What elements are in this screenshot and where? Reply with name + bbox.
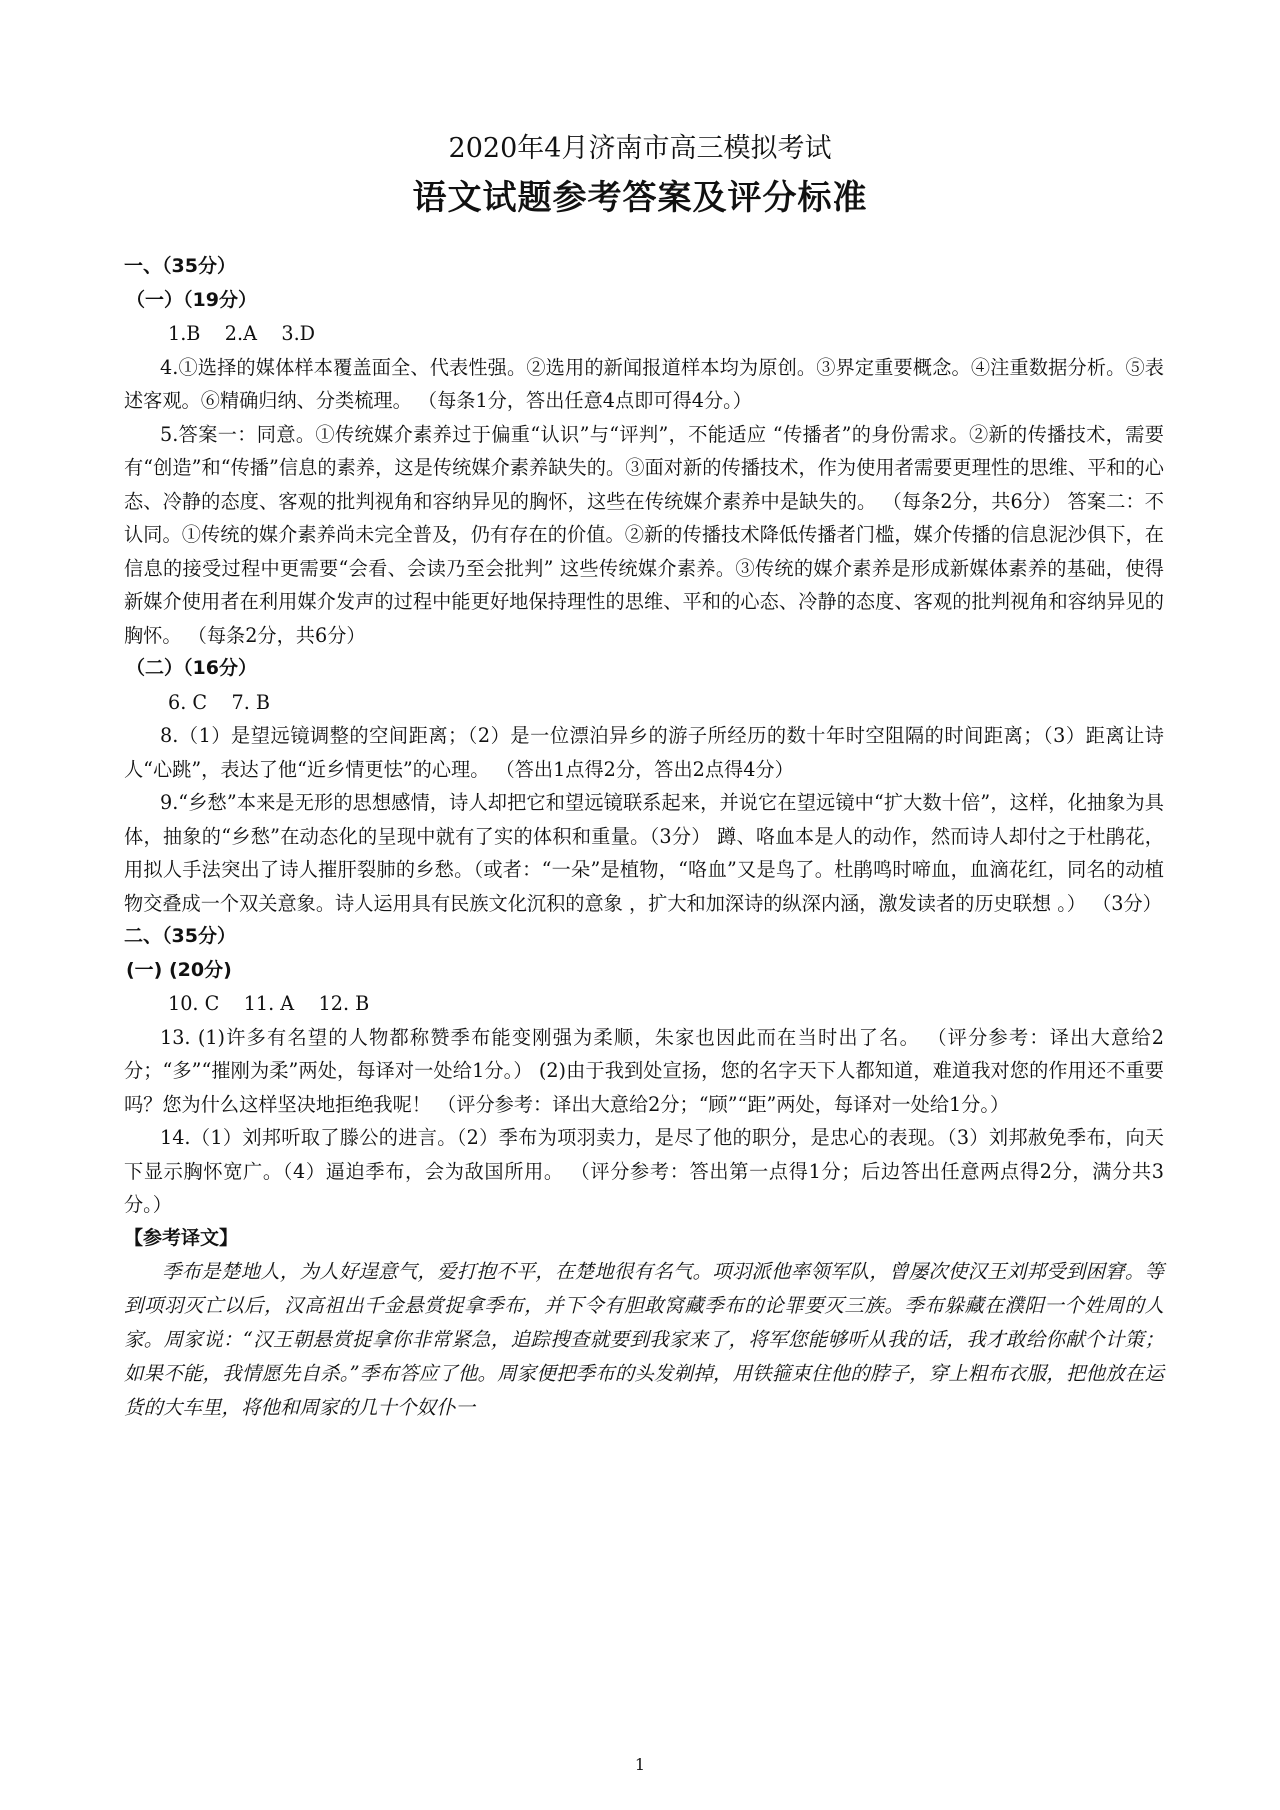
section-one-part-one-heading: （一）（19分） [126,288,257,311]
answer-13: 13. (1)许多有名望的人物都称赞季布能变刚强为柔顺，朱家也因此而在当时出了名。 （评分参考：译出大意给2分；“多”“摧刚为柔”两处，每译对一处给1分。） (2)由于我到处宣扬，您的名字天下人都知道，难道我对您的作用还不重要吗？您为什么这样坚决地拒绝我呢！ （评分参考：译出大意给2分；“顾”“距”两处，每译对一处给1分。） [124,1025,1164,1116]
page-number: 1 [634,1755,646,1774]
answer-body [124,250,1164,1425]
section-two-part-one-heading: (一) (20分) [126,958,232,981]
answers-1-3: 1.B 2.A 3.D [168,322,316,345]
section-two-heading: 二、（35分） [124,925,236,947]
answer-8: 8.（1）是望远镜调整的空间距离；（2）是一位漂泊异乡的游子所经历的数十年时空阻隔的时间距离；（3）距离让诗人“心跳”，表达了他“近乡情更怯”的心理。 （答出1点得2分，答出2点得4分） [124,724,1164,781]
section-one-part-two-heading: （二）（16分） [126,657,257,679]
answers-10-12: 10. C 11. A 12. B [168,992,370,1015]
translation-text: 季布是楚地人，为人好逞意气，爱打抱不平，在楚地很有名气。项羽派他率领军队，曾屡次使汉王刘邦受到困窘。等到项羽灭亡以后，汉高祖出千金悬赏捉拿季布，并下令有胆敢窝藏季布的论罪要灭三族。季布躲藏在濮阳一个姓周的人家。周家说：“汉王朝悬赏捉拿你非常紧急，追踪搜查就要到我家来了，将军您能够听从我的话，我才敢给你献个计策；如果不能，我情愿先自杀。”季布答应了他。周家便把季布的头发剃掉，用铁箍束住他的脖子，穿上粗布衣服，把他放在运货的大车里，将他和周家的几十个奴仆一 [124,1260,1164,1419]
answer-14: 14.（1）刘邦听取了滕公的进言。（2）季布为项羽卖力，是尽了他的职分，是忠心的表现。（3）刘邦赦免季布，向天下显示胸怀宽广。（4）逼迫季布，会为敌国所用。 （评分参考：答出第一点得1分；后边答出任意两点得2分，满分共3分。） [124,1126,1164,1216]
exam-title: 2020年4月济南市高三模拟考试 [448,133,832,164]
document-title: 语文试题参考答案及评分标准 [412,178,868,218]
answer-4: 4.①选择的媒体样本覆盖面全、代表性强。②选用的新闻报道样本均为原创。③界定重要概念。④注重数据分析。⑤表述客观。⑥精确归纳、分类梳理。 （每条1分，答出任意4点即可得4分。） [124,355,1164,412]
answer-9: 9.“乡愁”本来是无形的思想感情，诗人却把它和望远镜联系起来，并说它在望远镜中“扩大数十倍”，这样，化抽象为具体，抽象的“乡愁”在动态化的呈现中就有了实的体积和重量。（3分） 蹲、咯血本是人的动作，然而诗人却付之于杜鹃花，用拟人手法突出了诗人摧肝裂肺的乡愁。（或者：“一朵”是植物，“咯血”又是鸟了。杜鹃鸣时啼血，血滴花红，同名的动植物交叠成一个双关意象。诗人运用具有民族文化沉积的意象 ，扩大和加深诗的纵深内涵，激发读者的历史联想 。） （3分） [124,791,1164,915]
answer-5: 5.答案一：同意。①传统媒介素养过于偏重“认识”与“评判”，不能适应 “传播者”的身份需求。②新的传播技术，需要有“创造”和“传播”信息的素养，这是传统媒介素养缺失的。③面对新的传播技术，作为使用者需要更理性的思维、平和的心态、冷静的态度、客观的批判视角和容纳异见的胸怀，这些在传统媒介素养中是缺失的。 （每条2分，共6分） 答案二：不认同。①传统的媒介素养尚未完全普及，仍有存在的价值。②新的传播技术降低传播者门槛，媒介传播的信息泥沙俱下，在信息的接受过程中更需要“会看、会读乃至会批判” 这些传统媒介素养。③传统的媒介素养是形成新媒体素养的基础，使得新媒介使用者在利用媒介发声的过程中能更好地保持理性的思维、平和的心态、冷静的态度、客观的批判视角和容纳异见的胸怀。 （每条2分，共6分） [124,422,1164,647]
translation-heading: 【参考译文】 [124,1226,239,1249]
section-one-heading: 一、（35分） [124,255,236,277]
answers-6-7: 6. C 7. B [168,690,270,714]
